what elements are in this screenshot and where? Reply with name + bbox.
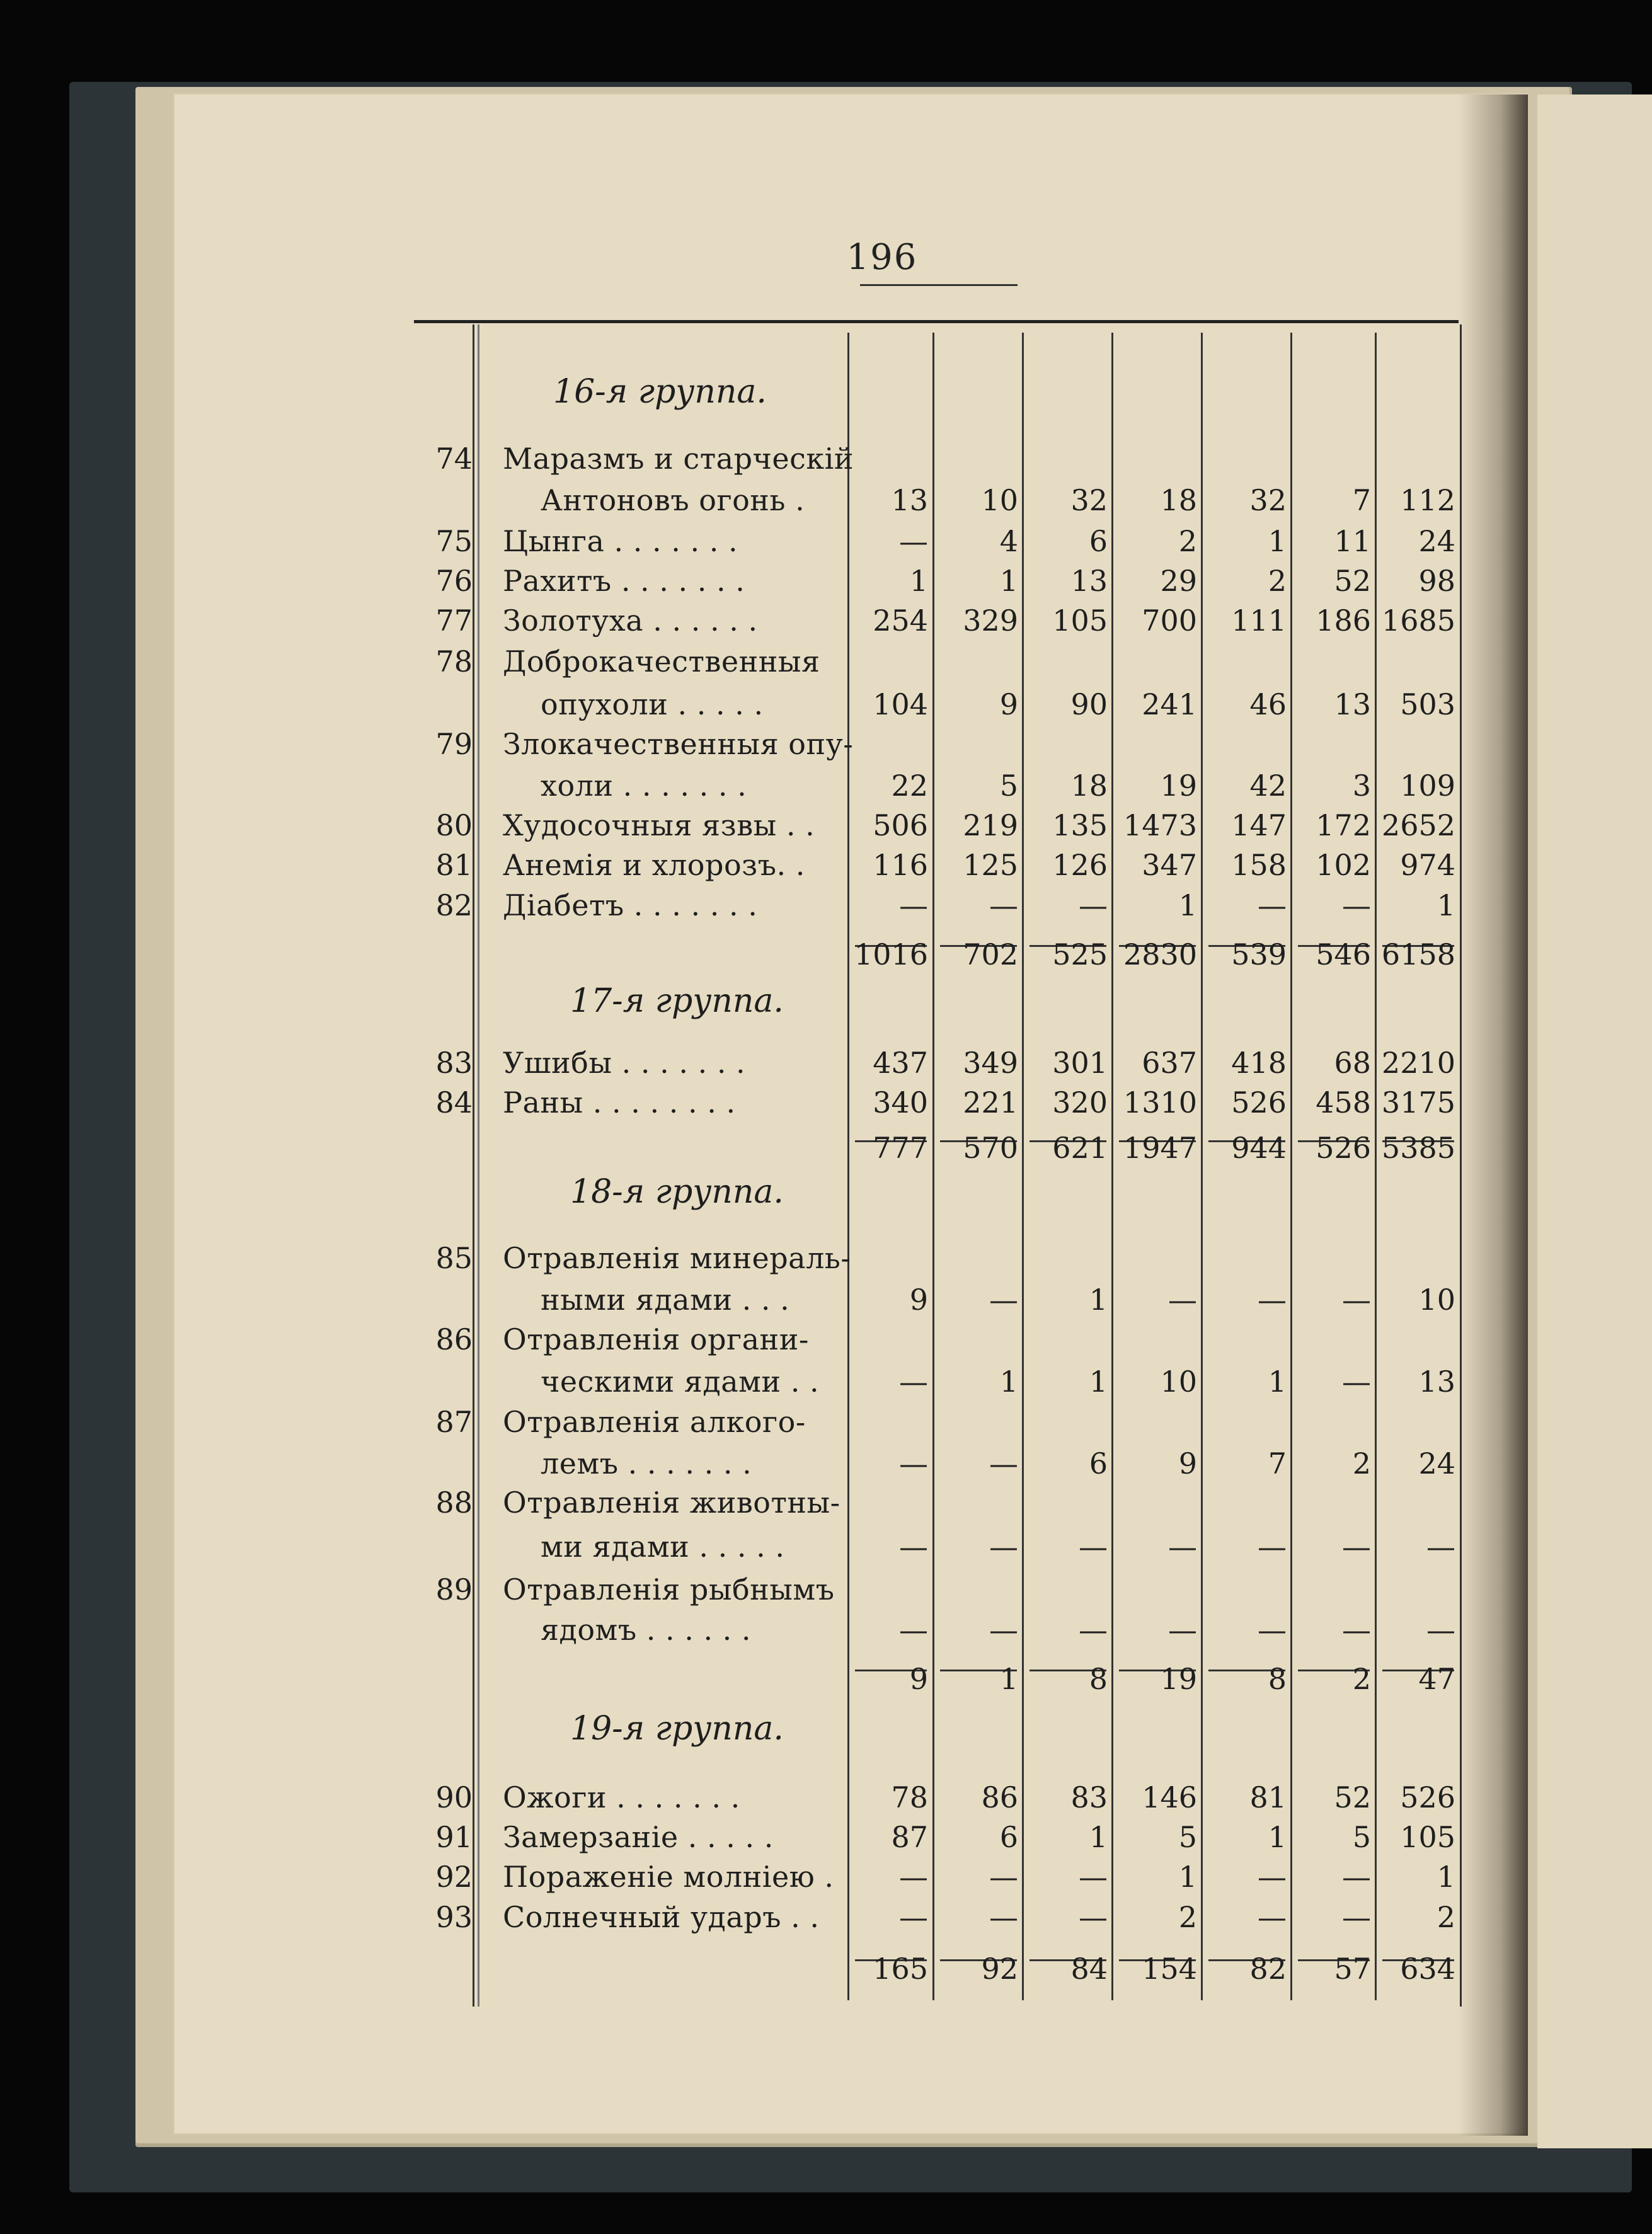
table-cell: 700 [1142,604,1197,638]
row-label-cont: холи . . . . . . . [541,769,747,803]
page-number-rule [860,284,1018,286]
table-cell: 1 [1268,1820,1287,1854]
table-cell: 13 [1334,687,1371,721]
table-cell: — [1168,1530,1197,1564]
row-label-cont: ядомъ . . . . . . [541,1613,752,1647]
table-cell: 10 [981,483,1018,517]
group-heading: 16-я группа. [553,373,767,411]
table-cell: — [1258,1530,1287,1564]
subtotal-cell: 777 [873,1131,928,1165]
subtotal-cell: 57 [1334,1952,1371,1986]
table-cell: 29 [1160,564,1197,598]
row-number: 75 [435,524,473,558]
subtotal-cell: 1016 [854,937,928,971]
row-number: 81 [435,848,473,882]
table-cell: 1 [999,1365,1018,1399]
table-cell: 458 [1316,1085,1371,1120]
row-number: 86 [435,1322,473,1356]
subtotal-cell: 570 [963,1131,1018,1165]
row-number: 85 [435,1241,473,1275]
row-label: Анемія и хлорозъ. . [503,848,805,882]
table-cell: 9 [909,1283,928,1317]
table-cell: 1 [1437,888,1455,922]
table-cell: — [1168,1613,1197,1647]
subtotal-cell: 9 [909,1662,928,1696]
table-top-rule [414,320,1459,323]
table-cell: 526 [1231,1085,1287,1120]
table-cell: — [1342,1283,1371,1317]
table-cell: — [1342,1613,1371,1647]
table-cell: 52 [1334,564,1371,598]
row-number: 74 [435,442,473,476]
table-cell: 32 [1249,483,1287,517]
column-rule [478,324,479,2007]
table-cell: — [1079,1530,1108,1564]
table-cell: 1 [999,564,1018,598]
table-cell: 81 [1249,1780,1287,1814]
row-number: 80 [435,808,473,842]
table-cell: 7 [1268,1446,1287,1481]
subtotal-cell: 92 [981,1952,1018,1986]
subtotal-cell: 526 [1316,1131,1371,1165]
table-cell: — [899,1365,928,1399]
row-label: Отравленія рыбнымъ [503,1572,835,1607]
table-cell: 5 [999,769,1018,803]
table-cell: 349 [963,1046,1018,1080]
row-number: 93 [435,1900,473,1934]
table-cell: 219 [963,808,1018,842]
table-cell: 2 [1437,1900,1455,1934]
table-cell: 506 [873,808,928,842]
row-number: 76 [435,564,473,598]
table-cell: 86 [981,1780,1018,1814]
table-cell: 1685 [1381,604,1455,638]
subtotal-cell: 539 [1231,937,1287,971]
table-cell: 2210 [1381,1046,1455,1080]
table-cell: 320 [1052,1085,1108,1120]
table-cell: 347 [1142,848,1197,882]
table-cell: 98 [1418,564,1455,598]
table-cell: 1 [1089,1283,1108,1317]
table-cell: — [1342,1860,1371,1894]
row-label: Солнечный ударъ . . [503,1900,820,1934]
table-cell: 68 [1334,1046,1371,1080]
group-heading: 17-я группа. [570,982,784,1020]
table-cell: 126 [1052,848,1108,882]
table-cell: 52 [1334,1780,1371,1814]
table-cell: 1310 [1123,1085,1197,1120]
table-cell: 111 [1231,604,1287,638]
table-cell: 437 [873,1046,928,1080]
table-cell: 104 [873,687,928,721]
table-cell: 329 [963,604,1018,638]
subtotal-cell: 2 [1352,1662,1371,1696]
table-cell: 2 [1352,1446,1371,1481]
table-cell: 32 [1070,483,1108,517]
table-cell: 42 [1249,769,1287,803]
table-cell: 7 [1352,483,1371,517]
subtotal-cell: 19 [1160,1662,1197,1696]
table-cell: 24 [1418,1446,1455,1481]
table-cell: 974 [1400,848,1455,882]
table-cell: 5 [1352,1820,1371,1854]
table-cell: 301 [1052,1046,1108,1080]
subtotal-cell: 702 [963,937,1018,971]
table-cell: 221 [963,1085,1018,1120]
row-label: Пораженіе молніею . [503,1860,834,1894]
subtotal-cell: 5385 [1381,1131,1455,1165]
table-cell: — [989,1900,1018,1934]
table-cell: 11 [1334,524,1371,558]
table-cell: 18 [1070,769,1108,803]
row-label: Діабетъ . . . . . . . [503,888,758,922]
row-number: 77 [435,604,473,638]
table-cell: 526 [1400,1780,1455,1814]
table-cell: 10 [1418,1283,1455,1317]
row-number: 91 [435,1820,473,1854]
facing-page-edge [1537,95,1652,2148]
table-cell: 83 [1070,1780,1108,1814]
page-gutter-shadow [1459,95,1528,2136]
table-cell: 78 [891,1780,928,1814]
table-cell: 105 [1052,604,1108,638]
row-number: 92 [435,1860,473,1894]
table-cell: 2652 [1381,808,1455,842]
row-number: 83 [435,1046,473,1080]
column-rule [1460,324,1462,2007]
row-label-cont: лемъ . . . . . . . [541,1446,752,1481]
row-label-cont: ными ядами . . . [541,1283,790,1317]
table-cell: — [1079,1613,1108,1647]
table-cell: 9 [999,687,1018,721]
subtotal-cell: 8 [1268,1662,1287,1696]
table-cell: 135 [1052,808,1108,842]
row-label: Ушибы . . . . . . . [503,1046,746,1080]
table-cell: 172 [1316,808,1371,842]
row-number: 88 [435,1486,473,1520]
table-cell: 19 [1160,769,1197,803]
table-cell: 18 [1160,483,1197,517]
row-label-cont: ми ядами . . . . . [541,1530,785,1564]
subtotal-cell: 47 [1418,1662,1455,1696]
table-cell: 6 [999,1820,1018,1854]
table-cell: — [1258,1860,1287,1894]
group-heading: 19-я группа. [570,1710,784,1748]
table-cell: 112 [1400,483,1455,517]
table-cell: — [899,888,928,922]
table-cell: 1 [909,564,928,598]
row-label: Рахитъ . . . . . . . [503,564,745,598]
table-cell: 22 [891,769,928,803]
row-label-cont: Антоновъ огонь . [541,483,805,517]
table-cell: 1 [1089,1365,1108,1399]
table-cell: 1 [1268,1365,1287,1399]
table-cell: — [899,1613,928,1647]
table-cell: 102 [1316,848,1371,882]
subtotal-cell: 944 [1231,1131,1287,1165]
table-cell: — [899,1860,928,1894]
table-cell: 503 [1400,687,1455,721]
table-cell: 418 [1231,1046,1287,1080]
table-cell: — [989,1283,1018,1317]
table-cell: — [1079,1900,1108,1934]
table-cell: — [989,1613,1018,1647]
table-cell: — [1079,888,1108,922]
row-label: Цынга . . . . . . . [503,524,738,558]
table-cell: — [1258,1283,1287,1317]
table-cell: 6 [1089,1446,1108,1481]
row-label: Отравленія алкого- [503,1405,806,1439]
table-cell: 241 [1142,687,1197,721]
table-cell: 2 [1178,1900,1197,1934]
table-cell: 90 [1070,687,1108,721]
table-cell: — [899,1530,928,1564]
subtotal-cell: 1 [999,1662,1018,1696]
row-label: Отравленія органи- [503,1322,809,1356]
table-cell: — [1258,888,1287,922]
table-cell: — [1426,1613,1455,1647]
table-cell: 46 [1249,687,1287,721]
row-label-cont: ческими ядами . . [541,1365,820,1399]
row-label: Золотуха . . . . . . [503,604,758,638]
subtotal-cell: 154 [1142,1952,1197,1986]
table-cell: 9 [1178,1446,1197,1481]
table-cell: 105 [1400,1820,1455,1854]
row-label: Раны . . . . . . . . [503,1085,736,1120]
table-cell: 1 [1268,524,1287,558]
table-cell: 158 [1231,848,1287,882]
subtotal-cell: 8 [1089,1662,1108,1696]
table-cell: 24 [1418,524,1455,558]
subtotal-cell: 165 [873,1952,928,1986]
table-cell: — [989,1860,1018,1894]
row-label: Маразмъ и старческій [503,442,854,476]
row-number: 89 [435,1572,473,1607]
table-cell: — [1258,1613,1287,1647]
table-cell: 146 [1142,1780,1197,1814]
group-heading: 18-я группа. [570,1173,784,1211]
table-cell: 13 [1418,1365,1455,1399]
table-cell: — [899,1900,928,1934]
table-cell: — [989,888,1018,922]
row-number: 82 [435,888,473,922]
table-cell: — [989,1530,1018,1564]
table-cell: 5 [1178,1820,1197,1854]
table-cell: 10 [1160,1365,1197,1399]
table-cell: 254 [873,604,928,638]
table-cell: — [899,1446,928,1481]
row-label: Замерзаніе . . . . . [503,1820,774,1854]
page-number: 196 [846,237,918,278]
subtotal-cell: 1947 [1123,1131,1197,1165]
row-number: 79 [435,727,473,761]
table-cell: 13 [891,483,928,517]
table-cell: — [899,524,928,558]
row-number: 84 [435,1085,473,1120]
table-cell: 1 [1089,1820,1108,1854]
table-cell: 1473 [1123,808,1197,842]
subtotal-cell: 634 [1400,1952,1455,1986]
row-number: 87 [435,1405,473,1439]
table-cell: — [1342,1900,1371,1934]
table-cell: 340 [873,1085,928,1120]
table-cell: — [1258,1900,1287,1934]
table-cell: 4 [999,524,1018,558]
table-cell: 109 [1400,769,1455,803]
table-cell: 2 [1178,524,1197,558]
table-cell: — [1342,1530,1371,1564]
row-label: Отравленія животны- [503,1486,840,1520]
table-cell: — [1079,1860,1108,1894]
table-cell: 6 [1089,524,1108,558]
table-cell: — [1342,888,1371,922]
row-label-cont: опухоли . . . . . [541,687,764,721]
subtotal-cell: 525 [1052,937,1108,971]
row-label: Доброкачественныя [503,644,820,679]
subtotal-cell: 2830 [1123,937,1197,971]
table-cell: — [1342,1365,1371,1399]
row-number: 78 [435,644,473,679]
table-cell: 3 [1352,769,1371,803]
table-cell: — [989,1446,1018,1481]
table-cell: 2 [1268,564,1287,598]
table-cell: — [1426,1530,1455,1564]
subtotal-cell: 84 [1070,1952,1108,1986]
table-cell: 116 [873,848,928,882]
table-cell: 1 [1178,1860,1197,1894]
subtotal-cell: 6158 [1381,937,1455,971]
subtotal-cell: 82 [1249,1952,1287,1986]
table-cell: 3175 [1381,1085,1455,1120]
row-label: Злокачественныя опу- [503,727,854,761]
row-label: Ожоги . . . . . . . [503,1780,740,1814]
table-cell: 147 [1231,808,1287,842]
table-cell: 125 [963,848,1018,882]
table-cell: 186 [1316,604,1371,638]
row-number: 90 [435,1780,473,1814]
table-cell: — [1168,1283,1197,1317]
table-cell: 1 [1437,1860,1455,1894]
row-label: Отравленія минераль- [503,1241,851,1275]
subtotal-cell: 546 [1316,937,1371,971]
column-rule [473,324,474,2007]
subtotal-cell: 621 [1052,1131,1108,1165]
table-cell: 637 [1142,1046,1197,1080]
table-cell: 13 [1070,564,1108,598]
table-cell: 1 [1178,888,1197,922]
row-label: Худосочныя язвы . . [503,808,815,842]
table-cell: 87 [891,1820,928,1854]
